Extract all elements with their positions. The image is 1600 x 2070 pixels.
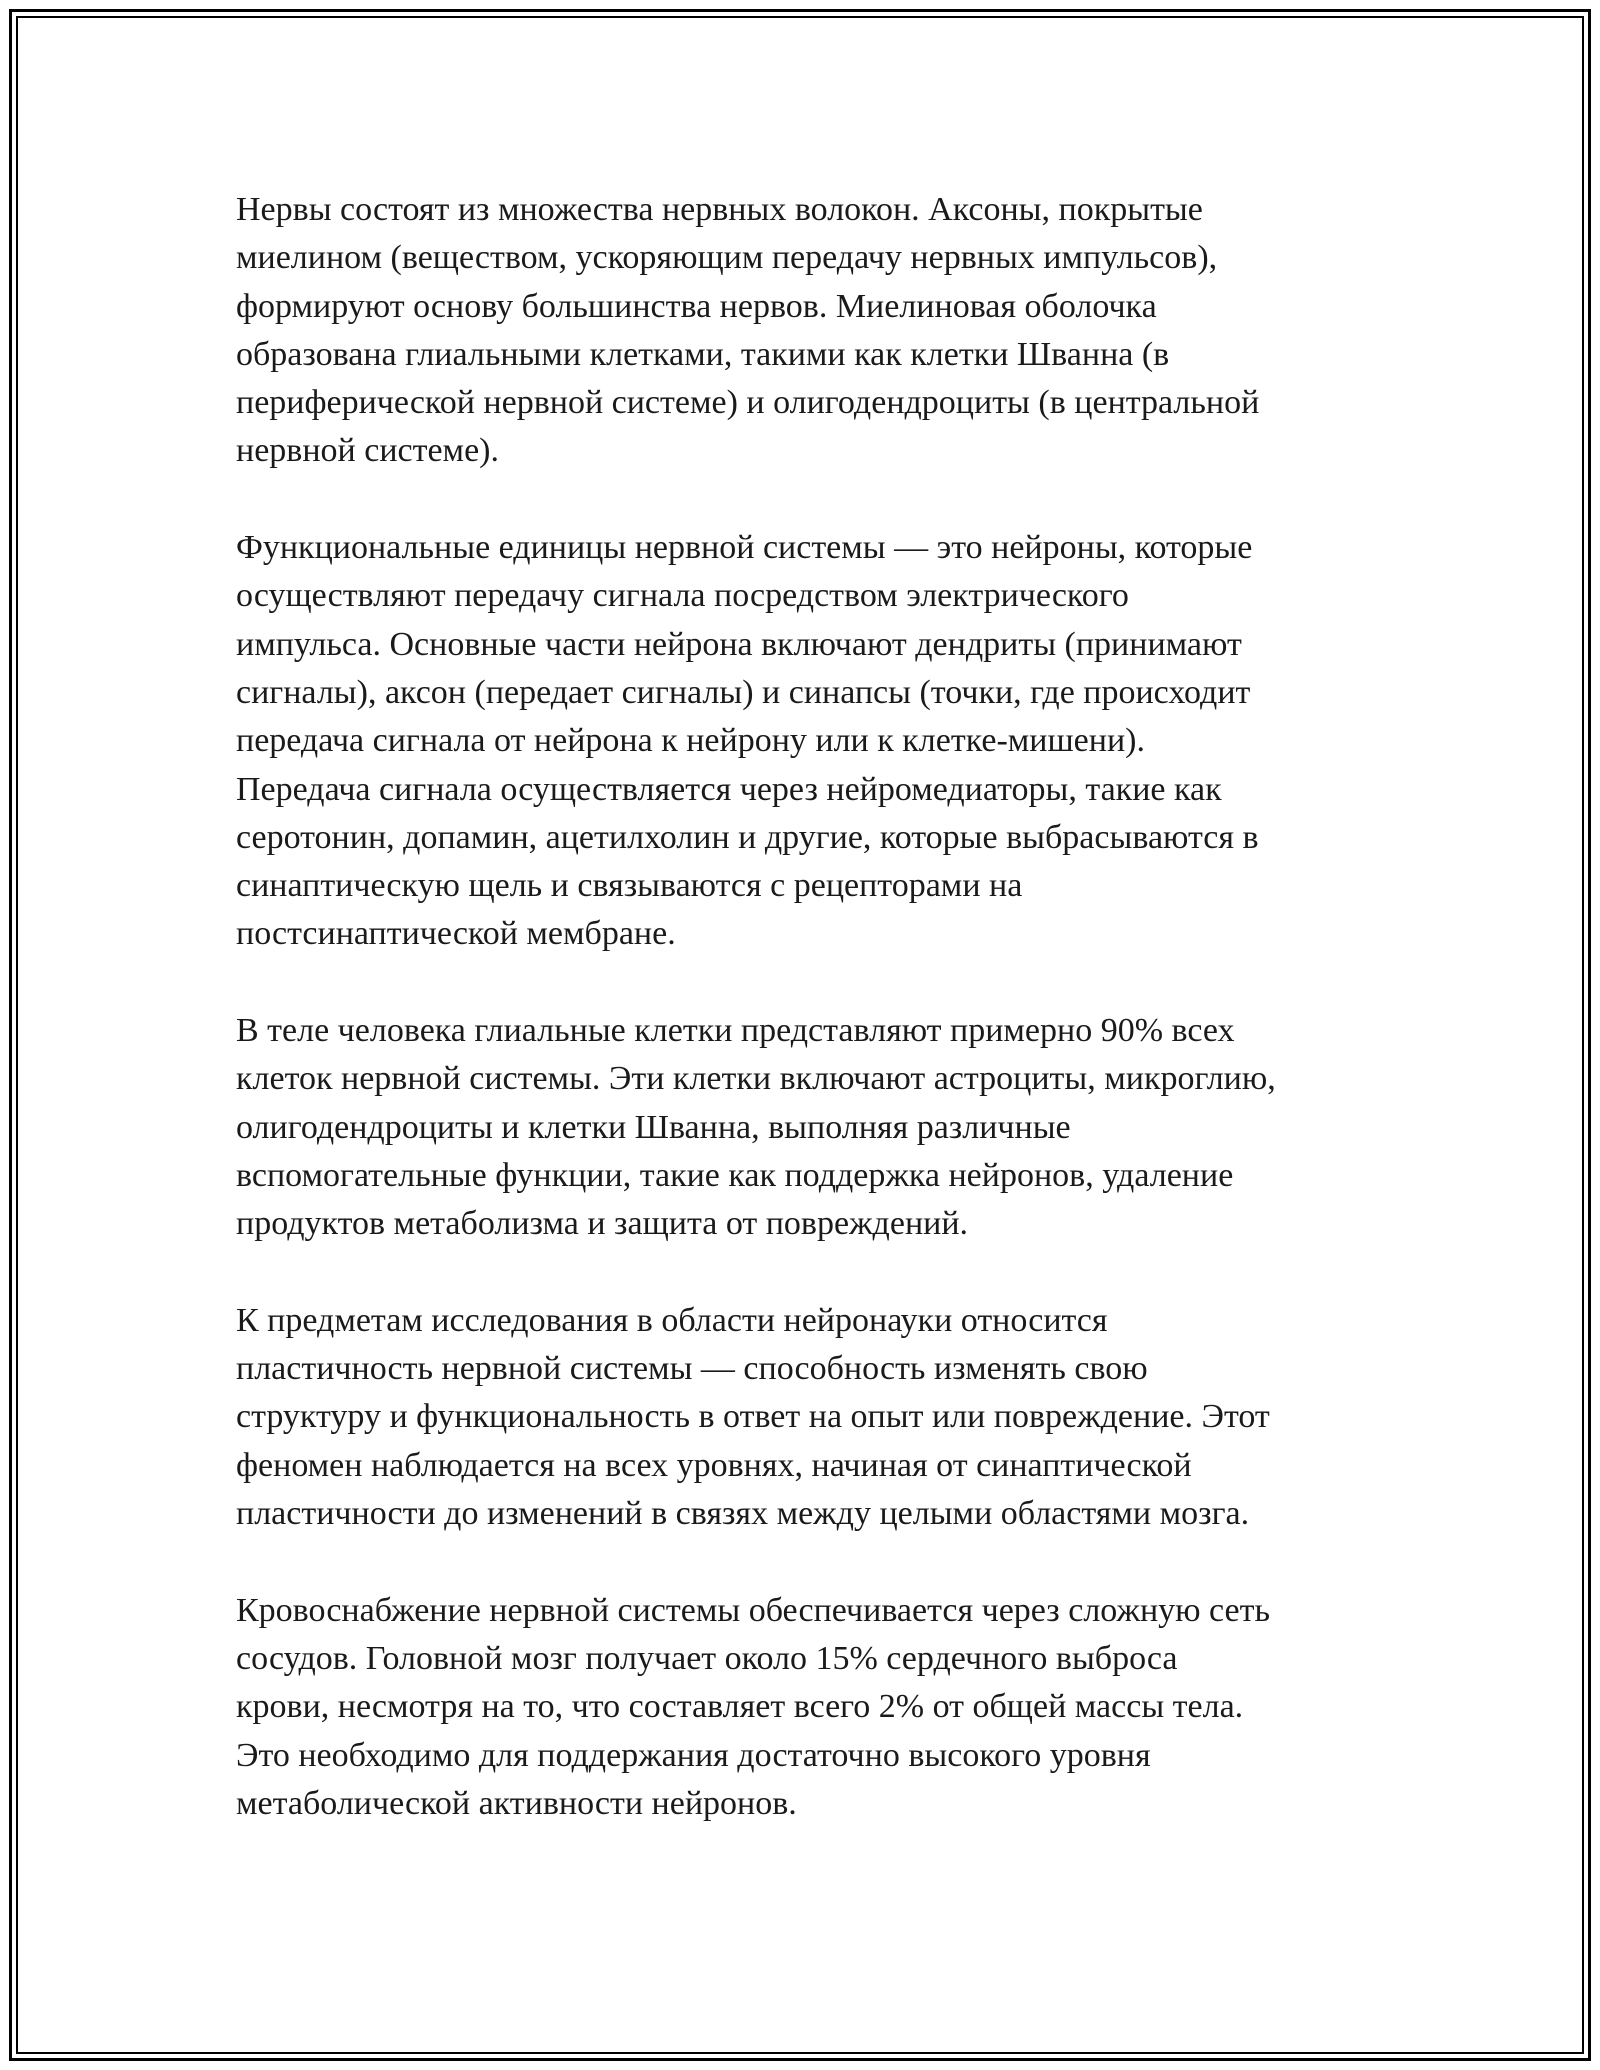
paragraph-4 [236, 1297, 1376, 1538]
text-line: периферической нервной системе) и олигодендроциты (в центральной [236, 384, 1260, 422]
text-line: феномен наблюдается на всех уровнях, начиная от синаптической [236, 1446, 1192, 1484]
text-line: олигодендроциты и клетки Шванна, выполняя различные [236, 1108, 1071, 1146]
text-line: продуктов метаболизма и защита от повреждений. [236, 1205, 969, 1243]
text-line: пластичности до изменений в связях между целыми областями мозга. [236, 1495, 1250, 1533]
text-line: синаптическую щель и связываются с рецепторами на [236, 867, 1023, 905]
text-line: серотонин, допамин, ацетилхолин и другие, которые выбрасываются в [236, 818, 1259, 856]
text-line: вспомогательные функции, такие как поддержка нейронов, удаление [236, 1156, 1234, 1194]
text-line: метаболической активности нейронов. [236, 1784, 797, 1822]
text-line: Это необходимо для поддержания достаточно высокого уровня [236, 1736, 1151, 1774]
text-line: сосудов. Головной мозг получает около 15% сердечного выброса [236, 1639, 1178, 1677]
text-line: осуществляют передачу сигнала посредством электрического [236, 577, 1129, 615]
text-line: передача сигнала от нейрона к нейрону или к клетке-мишени). [236, 722, 1145, 760]
text-line: структуру и функциональность в ответ на опыт или повреждение. Этот [236, 1398, 1270, 1436]
text-line: импульса. Основные части нейрона включают дендриты (принимают [236, 625, 1242, 663]
paragraph-5 [236, 1587, 1376, 1828]
text-line: крови, несмотря на то, что составляет всего 2% от общей массы тела. [236, 1688, 1244, 1726]
text-line: К предметам исследования в области нейронауки относится [236, 1301, 1108, 1339]
text-line: сигналы), аксон (передает сигналы) и синапсы (точки, где происходит [236, 673, 1251, 711]
text-line: В теле человека глиальные клетки представляют примерно 90% всех [236, 1012, 1235, 1050]
text-line: образована глиальными клетками, такими как клетки Шванна (в [236, 335, 1170, 373]
text-line: Кровоснабжение нервной системы обеспечивается через сложную сеть [236, 1591, 1270, 1629]
text-line: Нервы состоят из множества нервных волокон. Аксоны, покрытые [236, 191, 1203, 228]
paragraph-1 [236, 186, 1376, 476]
paragraph-3 [236, 1007, 1376, 1248]
text-line: Передача сигнала осуществляется через нейромедиаторы, такие как [236, 770, 1222, 808]
text-line: нервной системе). [236, 432, 499, 470]
paragraph-2 [236, 524, 1376, 959]
text-line: миелином (веществом, ускоряющим передачу нервных импульсов), [236, 239, 1218, 277]
text-line: постсинаптической мембране. [236, 915, 676, 953]
text-line: Функциональные единицы нервной системы — это нейроны, которые [236, 529, 1253, 567]
text-line: формируют основу большинства нервов. Миелиновая оболочка [236, 287, 1157, 325]
text-line: пластичность нервной системы — способность изменять свою [236, 1350, 1148, 1388]
text-line: клеток нервной системы. Эти клетки включают астроциты, микроглию, [236, 1060, 1276, 1098]
document-body [236, 186, 1376, 1828]
